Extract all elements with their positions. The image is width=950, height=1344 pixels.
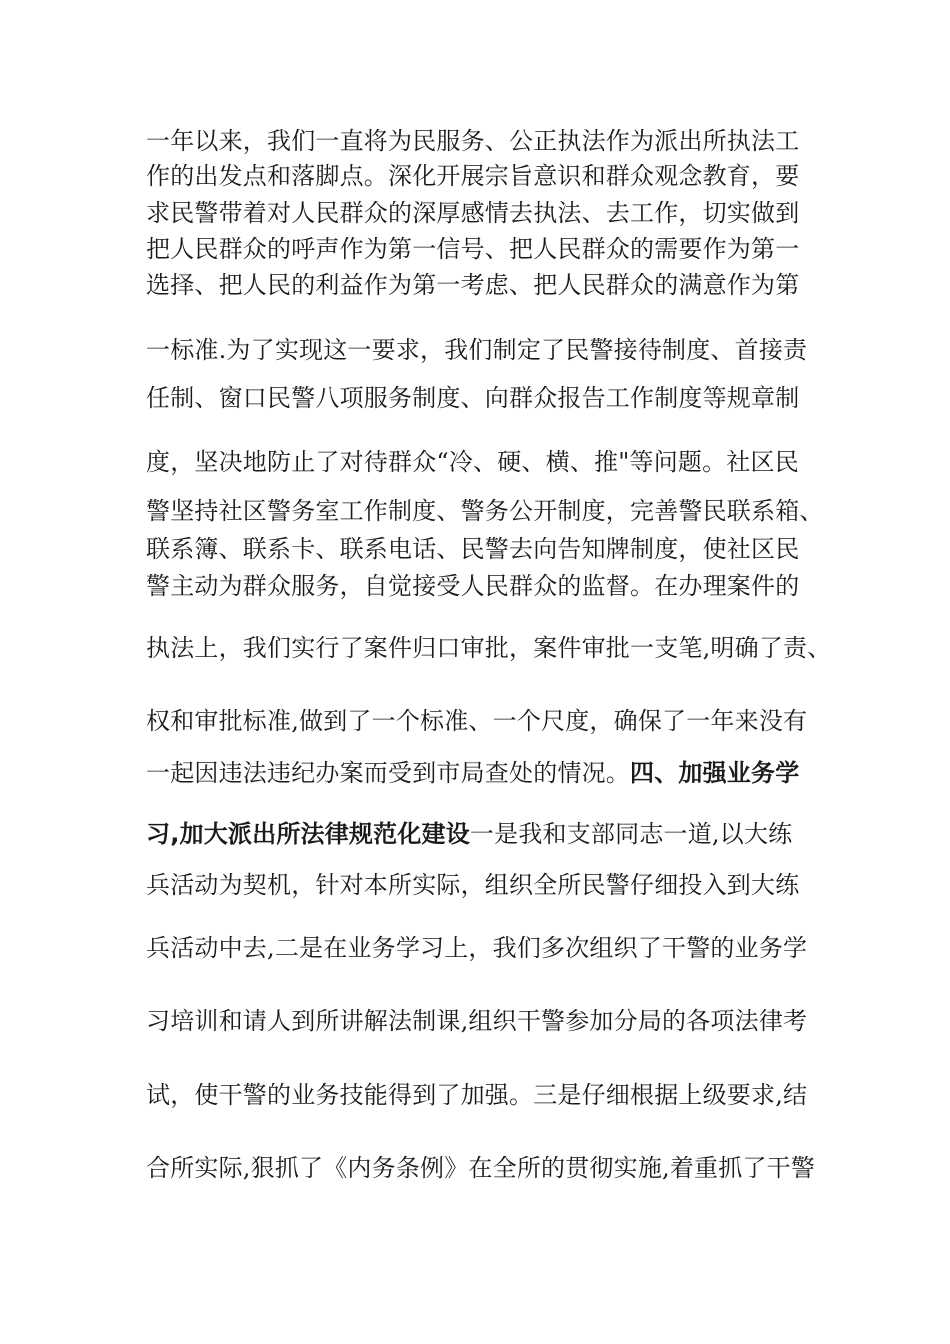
body-line-18: 习培训和请人到所讲解法制课,组织干警参加分局的各项法律考	[146, 1007, 808, 1035]
body-line-13: 权和审批标准,做到了一个标准、一个尺度，确保了一年来没有	[146, 707, 808, 735]
body-line-7: 任制、窗口民警八项服务制度、向群众报告工作制度等规章制	[146, 384, 800, 412]
body-line-16: 兵活动为契机，针对本所实际，组织全所民警仔细投入到大练	[146, 871, 800, 899]
body-line-11: 警主动为群众服务，自觉接受人民群众的监督。在办理案件的	[146, 572, 800, 600]
body-line-2: 作的出发点和落脚点。深化开展宗旨意识和群众观念教育，要	[146, 162, 800, 190]
body-line-12: 执法上，我们实行了案件归口审批，案件审批一支笔,明确了责、	[146, 634, 832, 662]
body-line-5: 选择、把人民的利益作为第一考虑、把人民群众的满意作为第	[146, 271, 800, 299]
section-heading-part-2: 习,加大派出所法律规范化建设	[146, 820, 470, 848]
section-heading-part-1: 四、加强业务学	[630, 759, 800, 787]
body-line-14-text: 一起因违法违纪办案而受到市局查处的情况。	[146, 759, 630, 787]
body-line-15-text: 一是我和支部同志一道,以大练	[469, 820, 793, 848]
body-line-14	[146, 756, 826, 790]
body-line-15	[146, 817, 826, 851]
body-line-6: 一标准.为了实现这一要求，我们制定了民警接待制度、首接责	[146, 336, 808, 364]
body-line-8: 度，坚决地防止了对待群众“冷、硬、横、推"等问题。社区民	[146, 448, 799, 476]
body-line-3: 求民警带着对人民群众的深厚感情去执法、去工作，切实做到	[146, 199, 800, 227]
body-line-10: 联系簿、联系卡、联系电话、民警去向告知牌制度，使社区民	[146, 535, 800, 563]
body-line-4: 把人民群众的呼声作为第一信号、把人民群众的需要作为第一	[146, 235, 800, 263]
body-line-9: 警坚持社区警务室工作制度、警务公开制度，完善警民联系箱、	[146, 497, 824, 525]
body-line-20: 合所实际,狠抓了《内务条例》在全所的贯彻实施,着重抓了干警	[146, 1154, 816, 1182]
body-line-19: 试，使干警的业务技能得到了加强。三是仔细根据上级要求,结	[146, 1081, 808, 1109]
body-line-17: 兵活动中去,二是在业务学习上，我们多次组织了干警的业务学	[146, 934, 808, 962]
body-line-1: 一年以来，我们一直将为民服务、公正执法作为派出所执法工	[146, 127, 800, 155]
